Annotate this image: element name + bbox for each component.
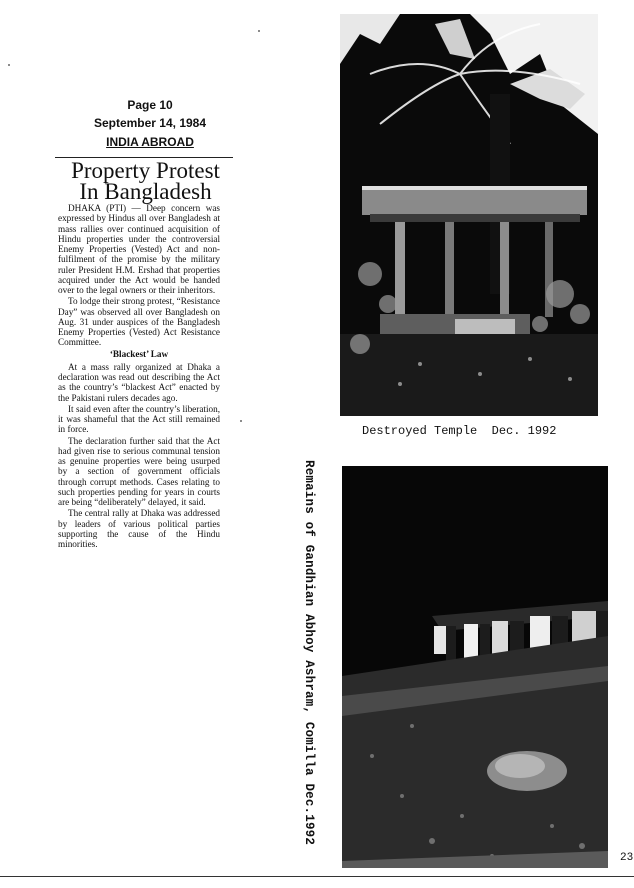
article-paragraph: It said even after the country’s liberation, it was shameful that the Act still remained in force. xyxy=(58,403,220,435)
article-subheading: ‘Blackest’ Law xyxy=(109,348,169,359)
clipping-page-number: Page 10 xyxy=(127,98,173,112)
document-page-number: 23 xyxy=(620,852,634,864)
bottom-edge-line xyxy=(0,876,634,877)
scan-speck xyxy=(240,420,242,422)
article-paragraph: DHAKA (PTI) — Deep concern was expressed by Hindus all over Bangladesh at mass rallies over continued acquisition of Hindu properties under the controversial Enemy Properties (Vested) Act and non-fulfilment of the promise by the military ruler President H.M. Ershad that properties acquired under the Act would be handed over to the legal owners or their inheritors. xyxy=(58,203,220,295)
article-headline xyxy=(58,160,233,202)
publication-name: INDIA ABROAD xyxy=(106,135,194,149)
scan-speck xyxy=(8,64,10,66)
top-photo-caption: Destroyed Temple Dec. 1992 xyxy=(362,424,557,438)
article-paragraph: The declaration further said that the Act had given rise to serious communal tension as genuine properties were being usurped by a section of government officials through corrupt methods. Cases relating to such properties pending for years in courts are being “deliberately” delayed, it said. xyxy=(58,435,220,507)
headline-line-1: Property Protest xyxy=(71,158,220,183)
side-photo-caption: Remains of Gandhian Abhoy Ashram, Comilla Dec.1992 xyxy=(302,460,316,846)
article-paragraph: At a mass rally organized at Dhaka a declaration was read out describing the Act as the country’s “blackest Act” enacted by the Pakistani rulers decades ago. xyxy=(58,361,220,403)
headline-line-2: In Bangladesh xyxy=(79,179,212,204)
article-paragraph: To lodge their strong protest, “Resistance Day” was observed all over Bangladesh on Aug. 31 under auspices of the Bangladesh Enemy Properties (Vested) Act Resistance Committee. xyxy=(58,296,220,348)
article-paragraph: The central rally at Dhaka was addressed by leaders of various political parties supporting the cause of the Hindu minorities. xyxy=(58,508,220,549)
article-body xyxy=(58,203,220,550)
destroyed-temple-photo xyxy=(340,14,598,416)
scan-speck xyxy=(258,30,260,32)
clipping-date: September 14, 1984 xyxy=(93,116,207,130)
ashram-remains-photo xyxy=(342,466,608,868)
